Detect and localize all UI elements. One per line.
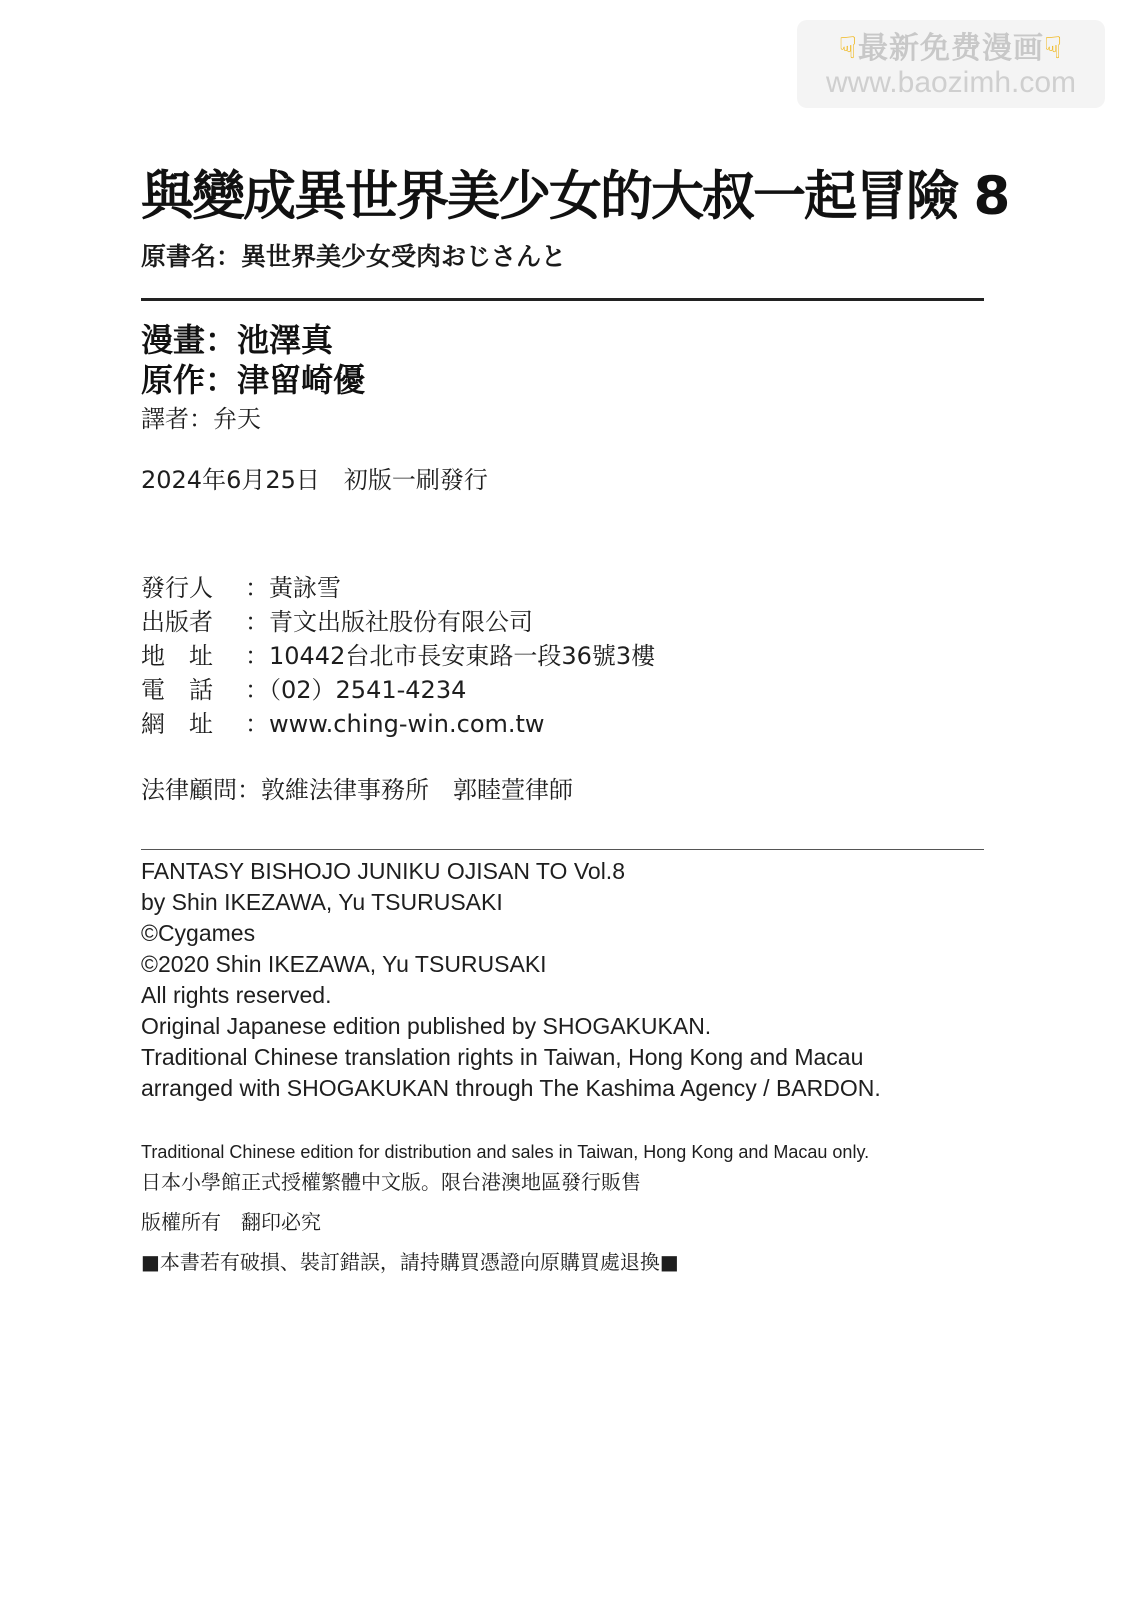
watermark-url: www.baozimh.com (825, 66, 1077, 99)
publisher-label: 發行人 (141, 574, 213, 602)
pointing-down-icon: ☟ (838, 31, 858, 66)
copyright-line: Traditional Chinese translation rights in Taiwan, Hong Kong and Macau (141, 1044, 864, 1070)
book-title: 與變成異世界美少女的大叔一起冒險 8 (141, 166, 1009, 227)
edition-date: 2024年6月25日 初版一刷發行 (141, 466, 488, 494)
publisher-row-issuer (141, 572, 341, 604)
copyright-line: by Shin IKEZAWA, Yu TSURUSAKI (141, 889, 503, 915)
distribution-notice-zh: 日本小學館正式授權繁體中文版。限台港澳地區發行販售 (141, 1170, 641, 1194)
publisher-label: 電 話 (141, 676, 213, 704)
watermark-line1 (797, 31, 1105, 66)
publisher-value: ：（02）2541-4234 (245, 676, 467, 704)
section-divider (141, 849, 984, 850)
copyright-line: Original Japanese edition published by SHOGAKUKAN. (141, 1013, 712, 1039)
copyright-line: FANTASY BISHOJO JUNIKU OJISAN TO Vol.8 (141, 858, 625, 884)
watermark-text: 最新免费漫画 (858, 31, 1044, 66)
publisher-value: ：10442台北市長安東路一段36號3樓 (245, 642, 656, 670)
credit-original-author: 原作：津留崎優 (141, 361, 366, 399)
publisher-label: 地 址 (141, 642, 213, 670)
rights-reserved: 版權所有 翻印必究 (141, 1210, 321, 1234)
distribution-notice-en: Traditional Chinese edition for distribution and sales in Taiwan, Hong Kong and Macau only. (141, 1142, 870, 1162)
publisher-value: ：黃詠雪 (245, 574, 341, 602)
publisher-row-address (141, 640, 655, 672)
credit-manga: 漫畫：池澤真 (141, 321, 334, 359)
publisher-row-website (141, 708, 545, 740)
pointing-down-icon: ☟ (1044, 31, 1064, 66)
copyright-line: All rights reserved. (141, 982, 332, 1008)
publisher-value: ：www.ching-win.com.tw (245, 710, 545, 738)
copyright-line: ©2020 Shin IKEZAWA, Yu TSURUSAKI (141, 951, 547, 977)
credit-translator: 譯者：弁天 (141, 405, 261, 433)
original-title: 原書名：異世界美少女受肉おじさんと (141, 242, 567, 271)
watermark-badge (797, 20, 1105, 108)
copyright-line: ©Cygames (141, 920, 256, 946)
copyright-line: arranged with SHOGAKUKAN through The Kashima Agency / BARDON. (141, 1075, 881, 1101)
publisher-row-phone (141, 674, 466, 706)
legal-counsel: 法律顧問：敦維法律事務所 郭睦萱律師 (141, 776, 573, 804)
publisher-row-company (141, 606, 533, 638)
return-notice: ■本書若有破損、裝訂錯誤，請持購買憑證向原購買處退換■ (141, 1250, 679, 1274)
publisher-label: 出版者 (141, 608, 213, 636)
title-divider (141, 298, 984, 301)
publisher-label: 網 址 (141, 710, 213, 738)
publisher-value: ：青文出版社股份有限公司 (245, 608, 533, 636)
